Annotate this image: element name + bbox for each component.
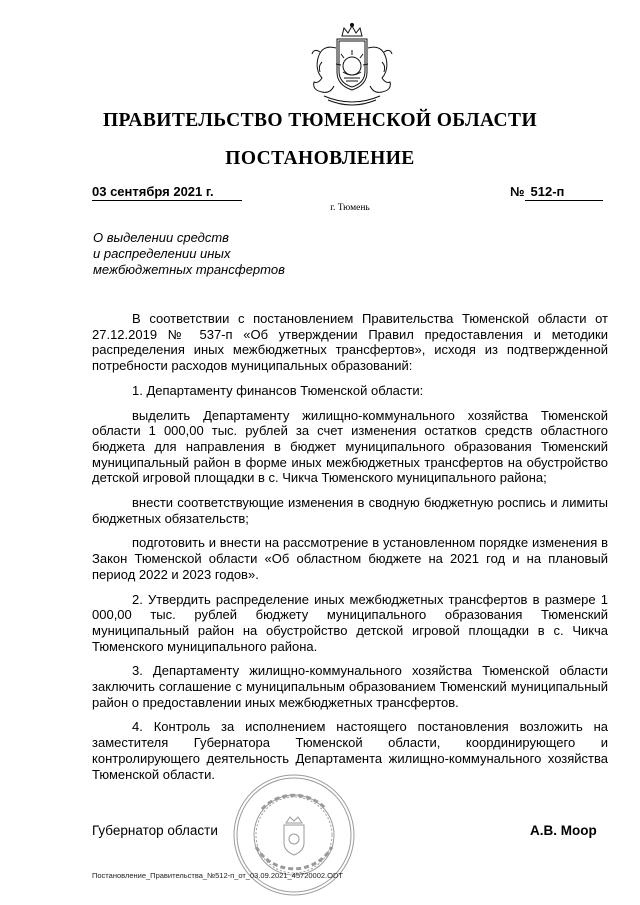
city-name: г. Тюмень bbox=[330, 203, 370, 213]
number-value: 512-п bbox=[525, 184, 603, 201]
paragraph-item-1-amend: внести соответствующие изменения в сводную бюджетную роспись и лимиты бюджетных обязательств; bbox=[92, 495, 608, 526]
signatory-name: А.В. Моор bbox=[530, 823, 597, 838]
resolution-number bbox=[510, 184, 603, 201]
subject-line: межбюджетных трансфертов bbox=[93, 262, 285, 277]
government-title: ПРАВИТЕЛЬСТВО ТЮМЕНСКОЙ ОБЛАСТИ bbox=[102, 110, 538, 131]
paragraph-preamble: В соответствии с постановлением Правительства Тюменской области от 27.12.2019 № 537-п «Об утверждении Правил предоставления и методики распределения иных межбюджетных трансфертов», исходя из подтвержденной потребности расходов муниципальных образований: bbox=[92, 311, 608, 374]
number-sign: № bbox=[510, 184, 525, 199]
document-subject bbox=[93, 230, 285, 278]
file-name-footer: Постановление_Правительства_№512-п_от_03.09.2021_45720002.ODT bbox=[92, 871, 343, 880]
paragraph-item-1-law: подготовить и внести на рассмотрение в установленном порядке изменения в Закон Тюменской области «Об областном бюджете на 2021 год и на плановый период 2022 и 2023 годов». bbox=[92, 535, 608, 582]
paragraph-item-3: 3. Департаменту жилищно-коммунального хозяйства Тюменской области заключить соглашение с муниципальным образованием Тюменский муниципальный район о предоставлении иных межбюджетных трансфертов. bbox=[92, 663, 608, 710]
signatory-title: Губернатор области bbox=[92, 823, 218, 838]
document-type-heading: ПОСТАНОВЛЕНИЕ bbox=[225, 148, 415, 169]
paragraph-item-1-allocate: выделить Департаменту жилищно-коммунального хозяйства Тюменской области 1 000,00 тыс. рублей за счет изменения остатков средств областного бюджета для направления в бюджет муниципального образования Тюменский муниципальный район в форме иных межбюджетных трансфертов на обустройство детской игровой площадки в с. Чикча Тюменского муниципального района; bbox=[92, 407, 608, 486]
subject-line: и распределении иных bbox=[93, 246, 231, 261]
subject-line: О выделении средств bbox=[93, 230, 229, 245]
resolution-date: 03 сентября 2021 г. bbox=[92, 184, 242, 201]
paragraph-item-2: 2. Утвердить распределение иных межбюджетных трансфертов в размере 1 000,00 тыс. рублей бюджету муниципального образования Тюменский муниципальный район на обустройство детской игровой площадки в с. Чикча Тюменского муниципального района. bbox=[92, 591, 608, 654]
paragraph-item-1: 1. Департаменту финансов Тюменской области: bbox=[132, 382, 424, 398]
document-body bbox=[92, 311, 608, 791]
coat-of-arms-emblem bbox=[300, 22, 404, 110]
paragraph-item-4: 4. Контроль за исполнением настоящего постановления возложить на заместителя Губернатора Тюменской области, координирующего и контролирующего деятельность Департамента жилищно-коммунального хозяйства Тюменской области. bbox=[92, 719, 608, 782]
